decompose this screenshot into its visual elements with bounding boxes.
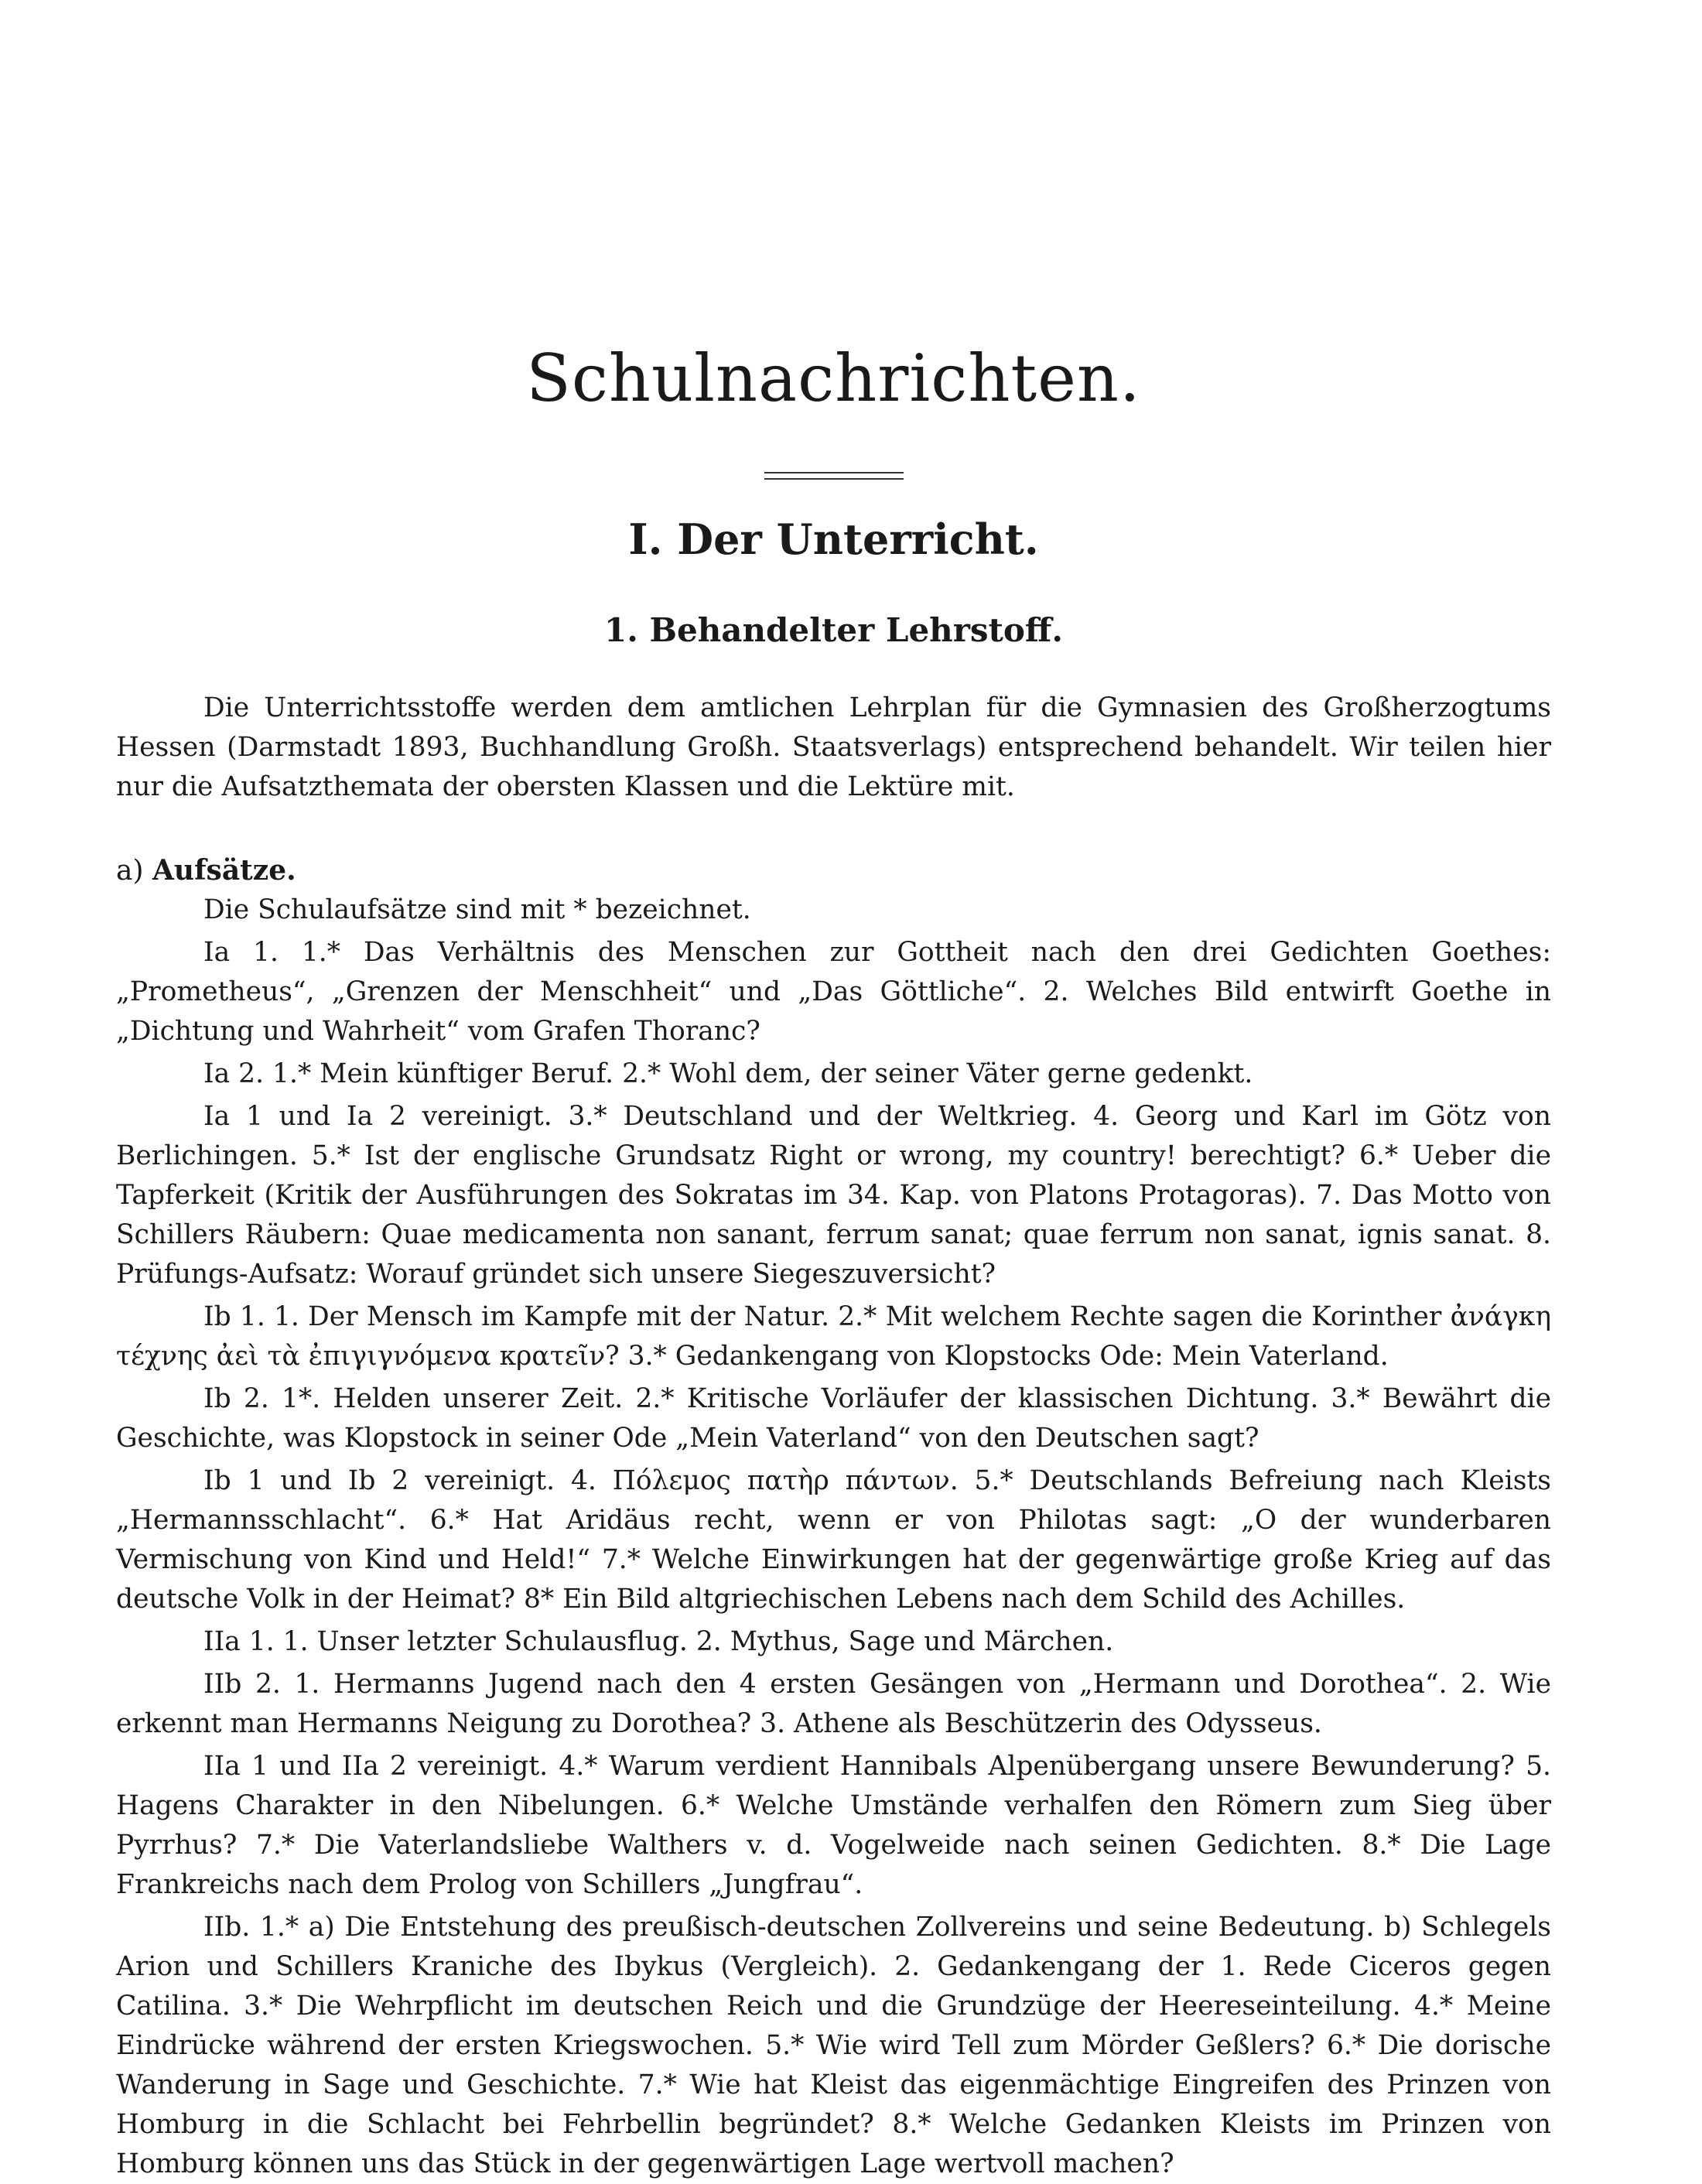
entry-iia1: IIa 1. 1. Unser letzter Schulausflug. 2. Mythus, Sage und Märchen.: [203, 1626, 1114, 1657]
aufsaetze-prefix: a): [116, 855, 144, 887]
entry-iib2: IIb 2. 1. Hermanns Jugend nach den 4 ersten Gesängen von „Hermann und Dorothea“. 2. Wie erkennt man Hermanns Neigung zu Dorothea? 3. Athene als Beschützerin des Odysseus.: [116, 1669, 1551, 1739]
intro-paragraph: Die Unterrichtsstoffe werden dem amtlichen Lehrplan für die Gymnasien des Großherzogtums Hessen (Darmstadt 1893, Buchhandlung Großh. Staatsverlags) entsprechend behandelt. Wir teilen hier nur die Aufsatzthemata der obersten Klassen und die Lektüre mit.: [116, 692, 1551, 802]
aufsaetze-label: Aufsätze.: [152, 854, 296, 887]
entry-ia-combined: Ia 1 und Ia 2 vereinigt. 3.* Deutschland und der Weltkrieg. 4. Georg und Karl im Götz von Berlichingen. 5.* Ist der englische Grundsatz Right or wrong, my country! berechtigt? 6.* Ueber die Tapferkeit (Kritik der Ausführungen des Sokratas im 34. Kap. von Platons Protagoras). 7. Das Motto von Schillers Räubern: Quae medicamenta non sanant, ferrum sanat; quae ferrum non sanat, ignis sanat. 8. Prüfungs-Aufsatz: Worauf gründet sich unsere Siegeszuversicht?: [116, 1101, 1551, 1290]
title-divider: [764, 472, 904, 480]
page-title: Schulnachrichten.: [526, 340, 1141, 416]
document-page: [116, 0, 1551, 2182]
entry-ib1: Ib 1. 1. Der Mensch im Kampfe mit der Natur. 2.* Mit welchem Rechte sagen die Korinther ἀνάγκη τέχνης ἀεὶ τὰ ἐπιγιγνόμενα κρατεῖν? 3.* Gedankengang von Klopstocks Ode: Mein Vaterland.: [116, 1301, 1551, 1372]
entry-ia2: Ia 2. 1.* Mein künftiger Beruf. 2.* Wohl dem, der seiner Väter gerne gedenkt.: [203, 1058, 1253, 1089]
body-text: [116, 689, 1551, 2184]
entry-iia-combined: IIa 1 und IIa 2 vereinigt. 4.* Warum verdient Hannibals Alpenübergang unsere Bewunderung? 5. Hagens Charakter in den Nibelungen. 6.* Welche Umstände verhalfen den Römern zum Sieg über Pyrrhus? 7.* Die Vaterlandsliebe Walthers v. d. Vogelweide nach seinen Gedichten. 8.* Die Lage Frankreichs nach dem Prolog von Schillers „Jungfrau“.: [116, 1751, 1551, 1900]
entry-iib: IIb. 1.* a) Die Entstehung des preußisch-deutschen Zollvereins und seine Bedeutung. b) Schlegels Arion und Schillers Kraniche des Ibykus (Vergleich). 2. Gedankengang der 1. Rede Ciceros gegen Catilina. 3.* Die Wehrpflicht im deutschen Reich und die Grundzüge der Heereseinteilung. 4.* Meine Eindrücke während der ersten Kriegswochen. 5.* Wie wird Tell zum Mörder Geßlers? 6.* Die dorische Wanderung in Sage und Geschichte. 7.* Wie hat Kleist das eigenmächtige Eingreifen des Prinzen von Homburg in die Schlacht bei Fehrbellin begründet? 8.* Welche Gedanken Kleists im Prinzen von Homburg können uns das Stück in der gegenwärtigen Lage wertvoll machen?: [116, 1912, 1551, 2179]
entry-ib2: Ib 2. 1*. Helden unserer Zeit. 2.* Kritische Vorläufer der klassischen Dichtung. 3.* Bewährt die Geschichte, was Klopstock in seiner Ode „Mein Vaterland“ von den Deutschen sagt?: [116, 1383, 1551, 1454]
entry-ib-combined: Ib 1 und Ib 2 vereinigt. 4. Πόλεμος πατὴρ πάντων. 5.* Deutschlands Befreiung nach Kleists „Hermannsschlacht“. 6.* Hat Aridäus recht, wenn er von Philotas sagt: „O der wunderbaren Vermischung von Kind und Held!“ 7.* Welche Einwirkungen hat der gegenwärtige große Krieg auf das deutsche Volk in der Heimat? 8* Ein Bild altgriechischen Lebens nach dem Schild des Achilles.: [116, 1465, 1551, 1615]
section-heading: I. Der Unterricht.: [628, 514, 1039, 564]
note-paragraph: Die Schulaufsätze sind mit * bezeichnet.: [203, 894, 751, 925]
aufsaetze-heading: [116, 851, 1551, 890]
subsection-heading: 1. Behandelter Lehrstoff.: [604, 611, 1063, 649]
entry-ia1: Ia 1. 1.* Das Verhältnis des Menschen zur Gottheit nach den drei Gedichten Goethes: „Prometheus“, „Grenzen der Menschheit“ und „Das Göttliche“. 2. Welches Bild entwirft Goethe in „Dichtung und Wahrheit“ vom Grafen Thoranc?: [116, 937, 1551, 1047]
